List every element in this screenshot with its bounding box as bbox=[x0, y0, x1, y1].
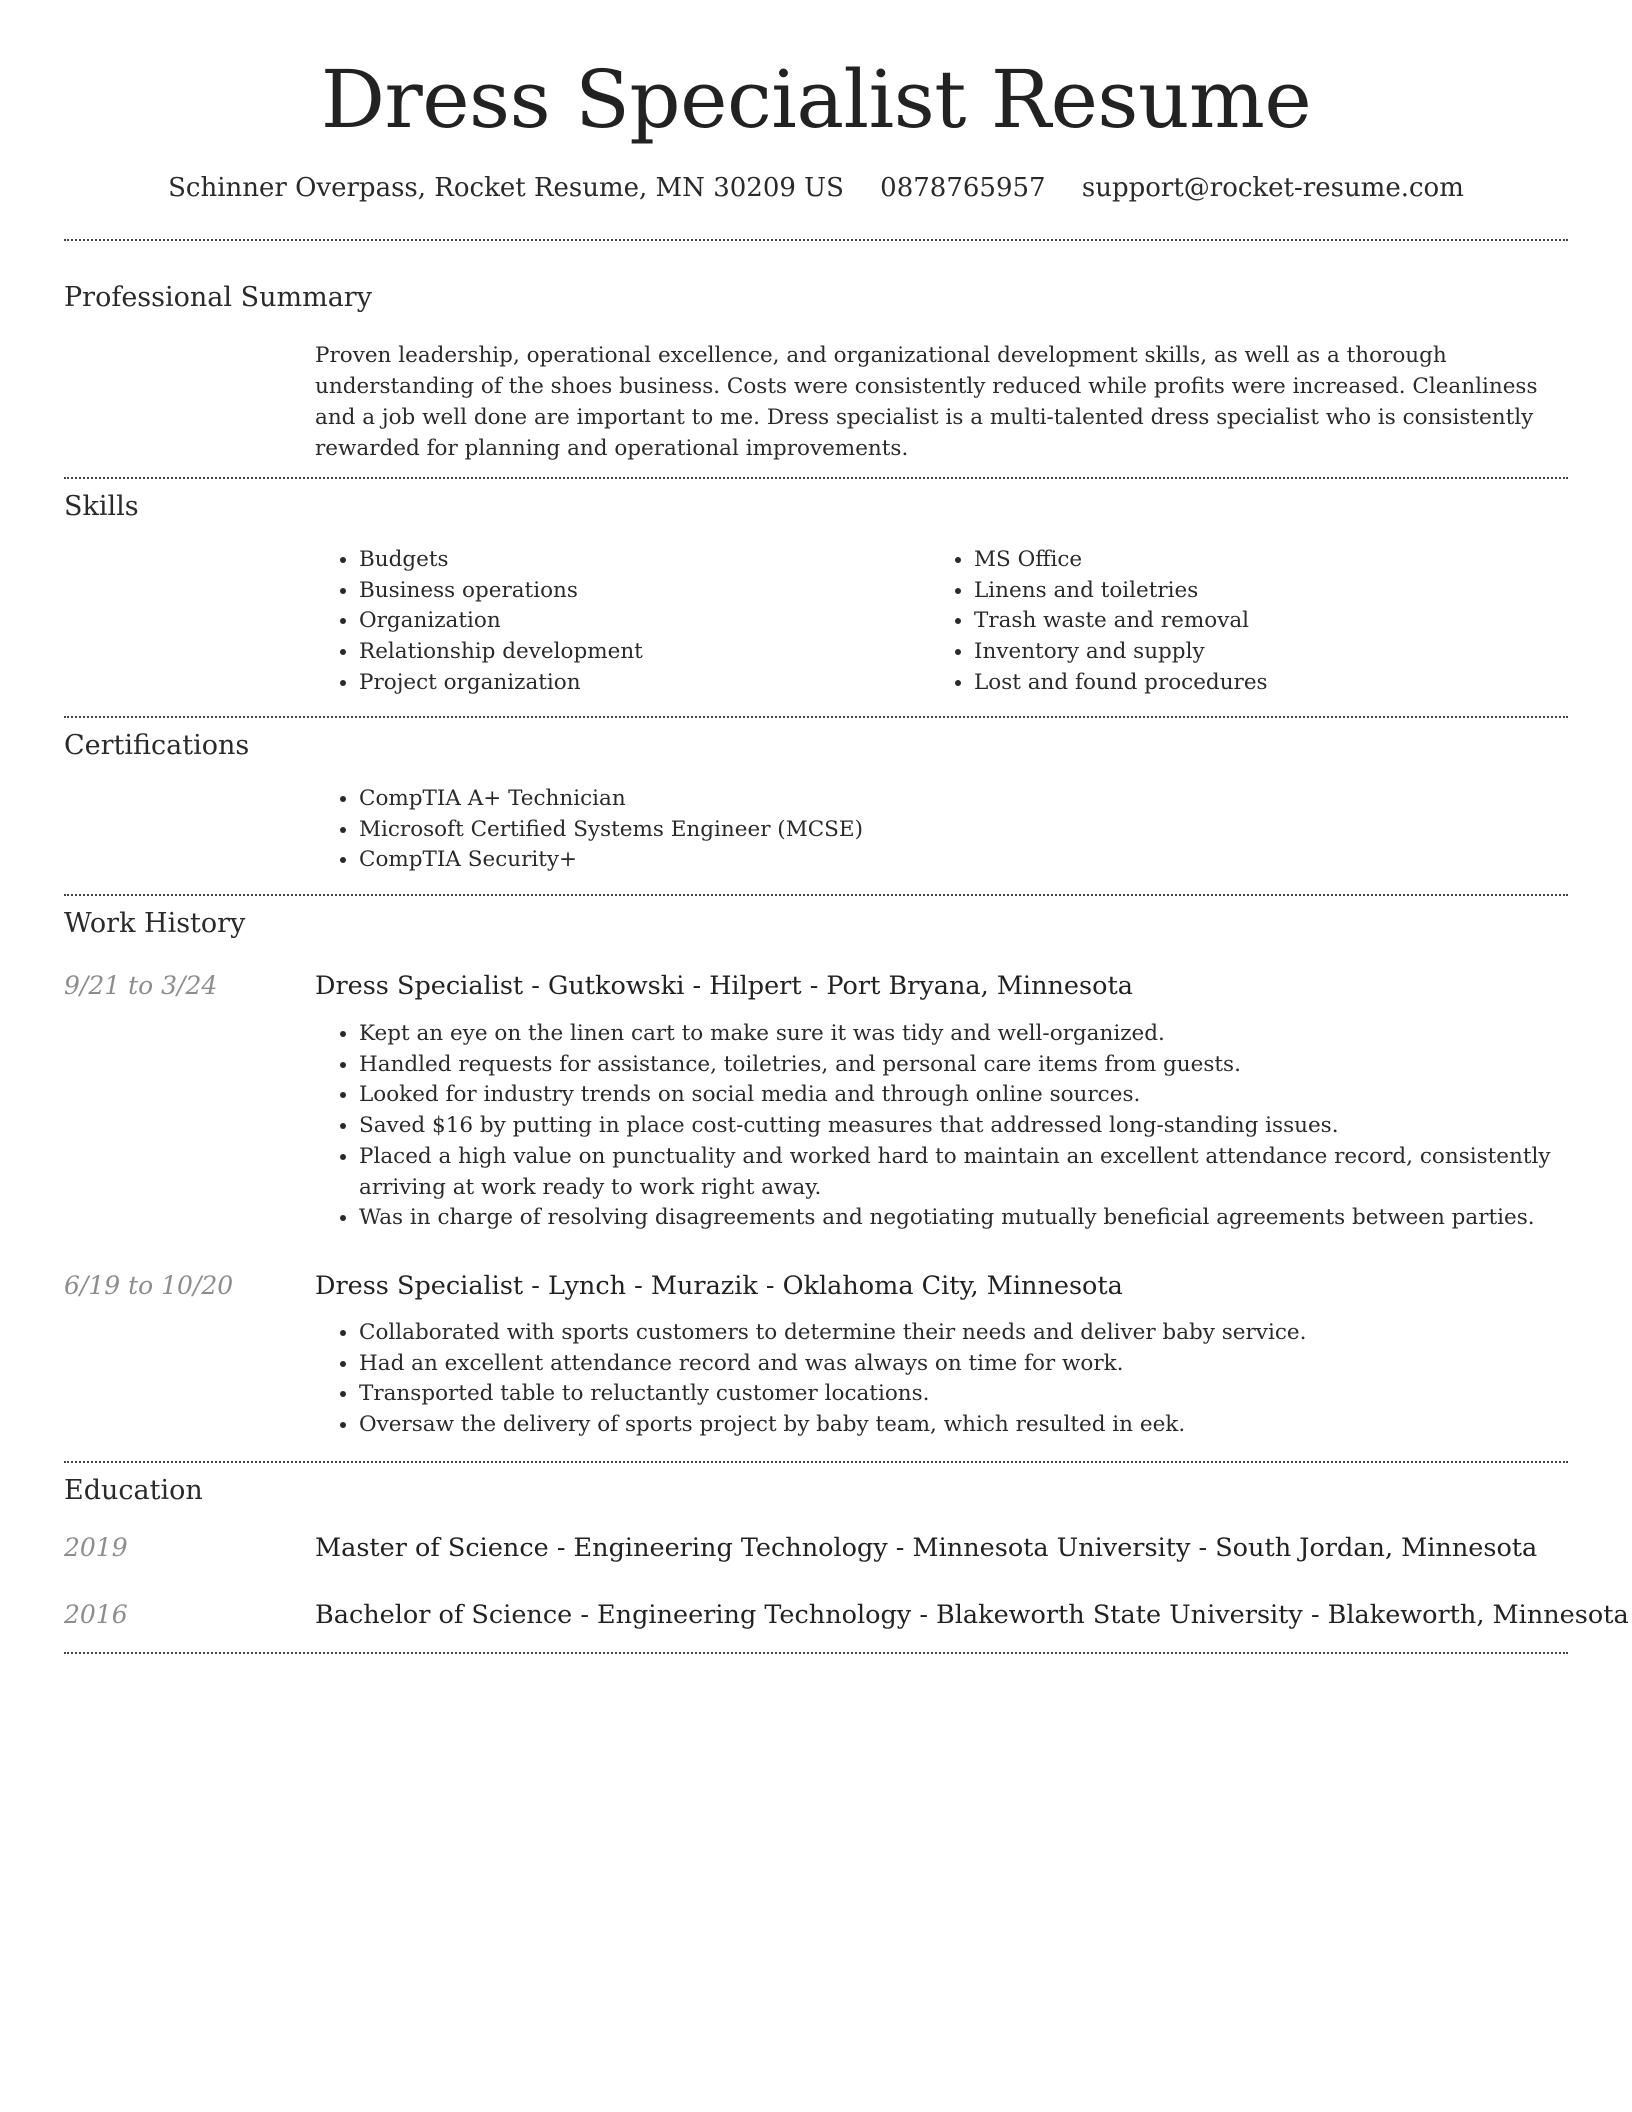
section-heading-summary: Professional Summary bbox=[64, 282, 372, 313]
list-item: • Trash waste and removal bbox=[974, 606, 1574, 637]
list-item: • Handled requests for assistance, toiletries, and personal care items from guests. bbox=[359, 1050, 1599, 1081]
list-item: • Placed a high value on punctuality and worked hard to maintain an excellent attendance record, consistently arriving at work ready to work right away. bbox=[359, 1142, 1599, 1203]
job-title: Dress Specialist - Lynch - Murazik - Oklahoma City, Minnesota bbox=[315, 1271, 1123, 1301]
contact-address: Schinner Overpass, Rocket Resume, MN 30209 US bbox=[168, 173, 844, 203]
section-heading-skills: Skills bbox=[64, 491, 139, 522]
contact-line bbox=[0, 170, 1632, 206]
list-item: • Collaborated with sports customers to determine their needs and deliver baby service. bbox=[359, 1318, 1599, 1349]
list-item: • Relationship development bbox=[359, 637, 919, 668]
list-item: • CompTIA A+ Technician bbox=[359, 784, 1559, 815]
contact-email: support@rocket-resume.com bbox=[1081, 173, 1464, 203]
list-item: • Was in charge of resolving disagreements and negotiating mutually beneficial agreements between parties. bbox=[359, 1203, 1599, 1234]
list-item: • Budgets bbox=[359, 545, 919, 576]
summary-text: Proven leadership, operational excellence, and organizational development skills, as well as a thorough understanding of the shoes business. Costs were consistently reduced while profits were increased. Cleanliness and a job well done are important to me. Dress specialist is a multi-talented dress specialist who is consistently rewarded for planning and operational improvements. bbox=[315, 343, 1538, 461]
list-item: • Microsoft Certified Systems Engineer (MCSE) bbox=[359, 815, 1559, 846]
divider bbox=[64, 1461, 1568, 1463]
list-item: • Oversaw the delivery of sports project by baby team, which resulted in eek. bbox=[359, 1410, 1599, 1441]
list-item: • Business operations bbox=[359, 576, 919, 607]
section-heading-certifications: Certifications bbox=[64, 730, 250, 761]
list-item: • Had an excellent attendance record and was always on time for work. bbox=[359, 1349, 1599, 1380]
list-item: • Linens and toiletries bbox=[974, 576, 1574, 607]
section-heading-work-history: Work History bbox=[64, 908, 246, 939]
job-bullets bbox=[315, 1318, 1599, 1441]
list-item: • Lost and found procedures bbox=[974, 668, 1574, 699]
skills-list-left bbox=[315, 545, 919, 699]
list-item: • Kept an eye on the linen cart to make sure it was tidy and well-organized. bbox=[359, 1019, 1599, 1050]
job-dates: 6/19 to 10/20 bbox=[64, 1271, 234, 1300]
divider bbox=[64, 894, 1568, 896]
job-dates: 9/21 to 3/24 bbox=[64, 971, 218, 1000]
education-year: 2016 bbox=[64, 1600, 128, 1629]
list-item: • Inventory and supply bbox=[974, 637, 1574, 668]
divider bbox=[64, 239, 1568, 241]
contact-phone: 0878765957 bbox=[880, 173, 1046, 203]
list-item: • CompTIA Security+ bbox=[359, 845, 1559, 876]
divider bbox=[64, 1652, 1568, 1654]
list-item: • Transported table to reluctantly customer locations. bbox=[359, 1379, 1599, 1410]
list-item: • Saved $16 by putting in place cost-cutting measures that addressed long-standing issues. bbox=[359, 1111, 1599, 1142]
divider bbox=[64, 716, 1568, 718]
divider bbox=[64, 477, 1568, 479]
education-degree: Master of Science - Engineering Technology - Minnesota University - South Jordan, Minnesota bbox=[315, 1533, 1538, 1563]
job-title: Dress Specialist - Gutkowski - Hilpert - Port Bryana, Minnesota bbox=[315, 971, 1133, 1001]
list-item: • MS Office bbox=[974, 545, 1574, 576]
resume-title: Dress Specialist Resume bbox=[320, 53, 1312, 146]
education-degree: Bachelor of Science - Engineering Technology - Blakeworth State University - Blakeworth, Minnesota bbox=[315, 1600, 1629, 1630]
education-year: 2019 bbox=[64, 1533, 128, 1562]
skills-list-right bbox=[930, 545, 1574, 699]
certifications-list bbox=[315, 784, 1559, 876]
list-item: • Looked for industry trends on social media and through online sources. bbox=[359, 1080, 1599, 1111]
job-bullets bbox=[315, 1019, 1599, 1234]
list-item: • Project organization bbox=[359, 668, 919, 699]
section-heading-education: Education bbox=[64, 1475, 203, 1506]
list-item: • Organization bbox=[359, 606, 919, 637]
